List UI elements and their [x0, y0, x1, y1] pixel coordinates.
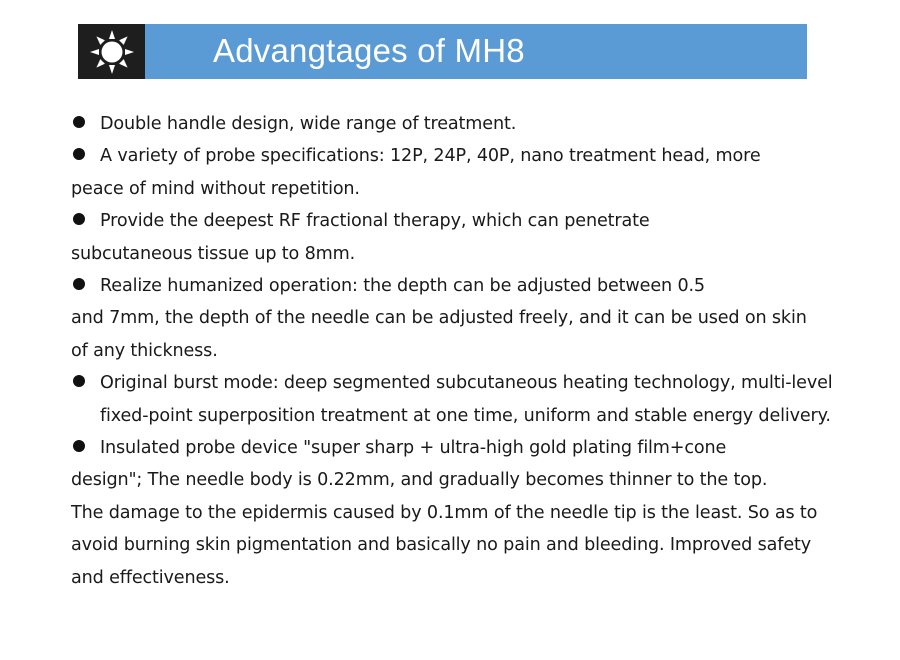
item-text-continued: avoid burning skin pigmentation and basically no pain and bleeding. Improved safety — [71, 535, 812, 556]
list-item — [71, 108, 851, 140]
bullet-icon — [73, 375, 85, 387]
bullet-icon — [73, 148, 85, 160]
header-icon-box — [78, 24, 145, 79]
bullet-icon — [73, 278, 85, 290]
bullet-icon — [73, 116, 85, 128]
section-header — [78, 24, 807, 79]
item-text: Double handle design, wide range of treatment. — [100, 114, 517, 134]
item-text: Insulated probe device "super sharp + ultra-high gold plating film+cone — [100, 438, 727, 459]
bullet-icon — [73, 440, 85, 452]
bullet-icon — [73, 213, 85, 225]
item-text-continued: and effectiveness. — [71, 567, 230, 588]
list-item — [71, 432, 851, 594]
list-item — [71, 205, 851, 270]
item-text-continued: subcutaneous tissue up to 8mm. — [71, 243, 356, 264]
item-text: Provide the deepest RF fractional therapy, which can penetrate — [100, 211, 650, 232]
item-text-continued: of any thickness. — [71, 340, 218, 361]
sun-icon — [87, 27, 137, 77]
item-text-continued: design"; The needle body is 0.22mm, and gradually becomes thinner to the top. — [71, 470, 768, 491]
page-title: Advangtages of MH8 — [213, 32, 525, 69]
header-banner — [145, 24, 807, 79]
item-text: Realize humanized operation: the depth can be adjusted between 0.5 — [100, 276, 705, 297]
item-text: A variety of probe specifications: 12P, 24P, 40P, nano treatment head, more — [100, 146, 761, 167]
item-text: Original burst mode: deep segmented subcutaneous heating technology, multi-level fixed-point superposition treatment at one time, uniform and stable energy delivery. — [100, 373, 833, 426]
item-text-continued: The damage to the epidermis caused by 0.1mm of the needle tip is the least. So as to — [71, 502, 818, 523]
advantages-list — [71, 108, 851, 594]
list-item — [71, 270, 851, 367]
list-item — [71, 140, 851, 205]
item-text-continued: peace of mind without repetition. — [71, 178, 360, 199]
list-item — [71, 367, 852, 432]
item-text-continued: and 7mm, the depth of the needle can be adjusted freely, and it can be used on skin — [71, 308, 807, 329]
